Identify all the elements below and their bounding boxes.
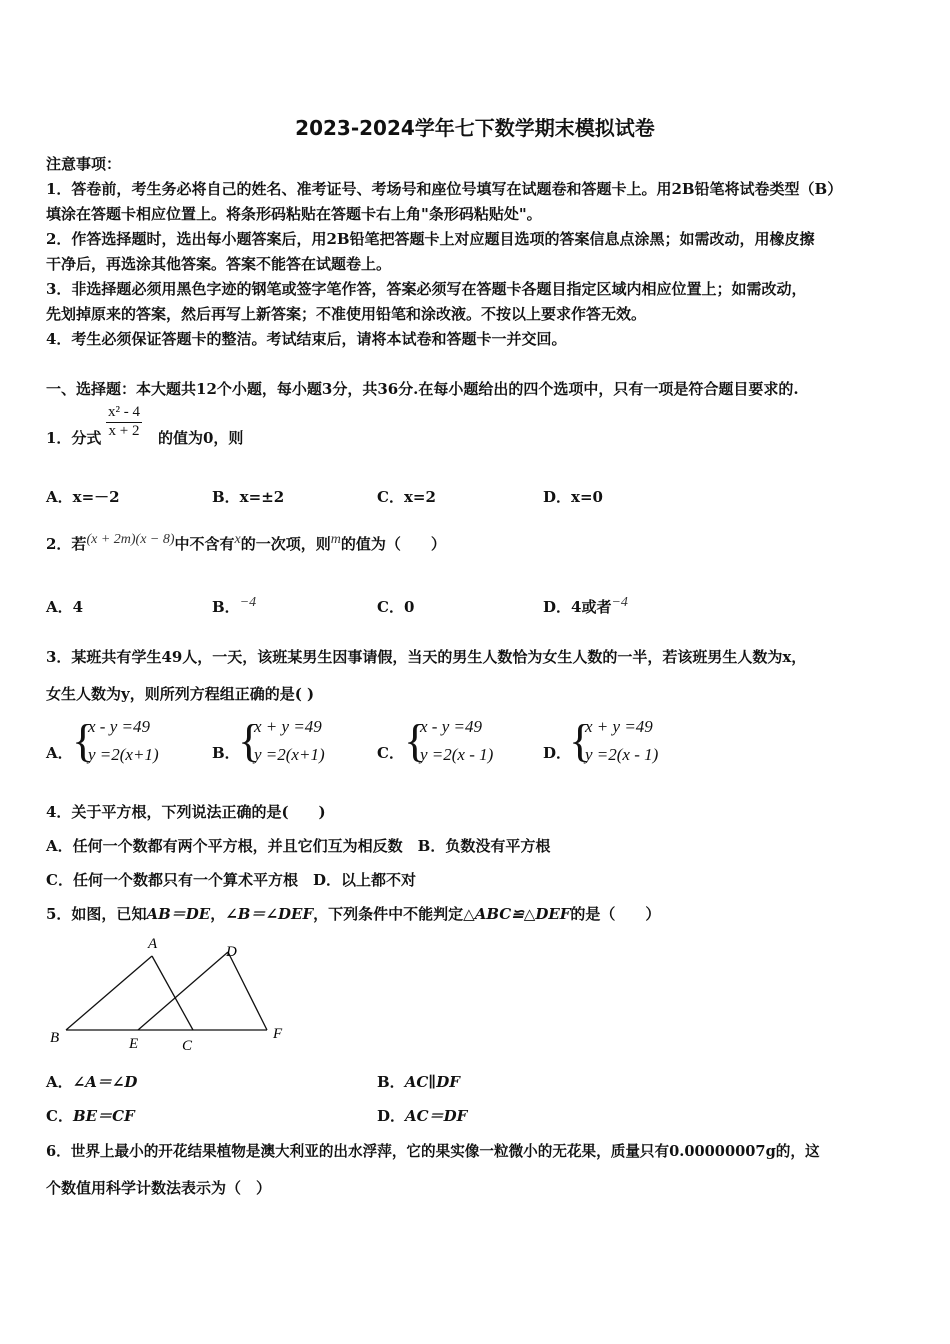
q1-prefix: 1．分式	[46, 429, 102, 447]
q2-option-b-value: −4	[239, 595, 257, 610]
q3-option-d-label: D．	[543, 744, 572, 762]
notice-heading: 注意事项：	[46, 155, 122, 173]
q3-option-a-eq1: x - y =49	[88, 717, 150, 736]
label-C: C	[182, 1038, 193, 1054]
section-heading: 一、选择题：本大题共12个小题，每小题3分，共36分.在每小题给出的四个选项中，只有一项是符合题目要求的.	[46, 380, 799, 398]
q5-option-b-text: AC∥DF	[404, 1073, 460, 1091]
q2-option-d-label: D．4或者	[543, 598, 612, 616]
q3-option-d-eq1: x + y =49	[585, 717, 653, 736]
q5-mid: ，下列条件中不能判定	[313, 905, 464, 923]
label-E: E	[129, 1036, 139, 1052]
q3-option-c-eq2: y =2(x - 1)	[420, 745, 494, 764]
q3-option-b-eq2: y =2(x+1)	[254, 745, 325, 764]
notice-line: 1．答卷前，考生务必将自己的姓名、准考证号、考场号和座位号填写在试题卷和答题卡上。用2B铅笔将试卷类型（B）	[46, 180, 843, 198]
q1-denominator: x + 2	[108, 423, 140, 439]
q5-option-d[interactable]	[377, 1105, 467, 1126]
q3-line2: 女生人数为y，则所列方程组正确的是( )	[46, 685, 315, 703]
q6-line1: 6．世界上最小的开花结果植物是澳大利亚的出水浮萍，它的果实像一粒微小的无花果，质量只有0.00000007g的，这	[46, 1143, 820, 1160]
q5-stem	[46, 903, 660, 924]
q2-option-b-label: B．	[212, 598, 240, 616]
label-A: A	[148, 936, 158, 952]
q2-suffix: 的值为（ ）	[340, 535, 446, 553]
q5-separator: ，	[210, 905, 226, 923]
segment-ED	[138, 952, 228, 1030]
q5-option-a-label: A．	[46, 1073, 73, 1091]
q1-option-a[interactable]: A．x=－2	[46, 488, 120, 506]
q6-line2: 个数值用科学计数法表示为（ ）	[46, 1179, 272, 1197]
notice-line: 3．非选择题必须用黑色字迹的钢笔或签字笔作答，答案必须写在答题卡各题目指定区域内相应位置上；如需改动，	[46, 280, 807, 298]
q4-stem: 4．关于平方根，下列说法正确的是( )	[46, 803, 326, 821]
brace-symbol: {	[72, 715, 95, 766]
q5-option-b-label: B．	[377, 1073, 405, 1091]
q5-prefix: 5．如图，已知	[46, 905, 147, 923]
q2-prefix: 2．若	[46, 535, 87, 553]
q2-option-d-value: −4	[611, 595, 628, 610]
q3-option-b-eq1: x + y =49	[254, 717, 322, 736]
q2-var-m: m	[330, 532, 341, 547]
triangle-figure	[40, 930, 300, 1055]
q3-option-c-label: C．	[377, 744, 404, 762]
q1-suffix: 的值为0，则	[158, 429, 244, 447]
q5-option-c-label: C．	[46, 1107, 73, 1125]
notice-line: 填涂在答题卡相应位置上。将条形码粘贴在答题卡右上角"条形码粘贴处"。	[46, 205, 542, 223]
q1-option-b[interactable]: B．x=±2	[212, 488, 285, 506]
q3-option-a-eq2: y =2(x+1)	[88, 745, 159, 764]
q2-option-a[interactable]: A．4	[46, 598, 84, 616]
q3-option-d-eq2: y =2(x - 1)	[585, 745, 659, 764]
notice-line: 干净后，再选涂其他答案。答案不能答在试题卷上。	[46, 255, 392, 273]
brace-symbol: {	[569, 715, 592, 766]
q1-numerator: x² - 4	[106, 404, 142, 423]
brace-symbol: {	[238, 715, 261, 766]
q5-condition-2: ∠B＝∠DEF	[225, 905, 314, 923]
q3-option-c-eq1: x - y =49	[420, 717, 482, 736]
q3-line1: 3．某班共有学生49人，一天，该班某男生因事请假，当天的男生人数恰为女生人数的一半，若该班男生人数为x，	[46, 648, 807, 666]
segment-AC	[152, 956, 193, 1030]
q2-mid1: 中不含有	[174, 535, 235, 553]
brace-symbol: {	[404, 715, 427, 766]
q5-option-b[interactable]	[377, 1071, 460, 1092]
q5-option-c-text: BE＝CF	[72, 1107, 135, 1125]
q2-mid2: 的一次项，则	[240, 535, 331, 553]
notice-line: 4．考生必须保证答题卡的整洁。考试结束后，请将本试卷和答题卡一并交回。	[46, 330, 567, 348]
q2-expression: (x + 2m)(x − 8)	[86, 532, 175, 547]
q3-option-b-label: B．	[212, 744, 240, 762]
q1-option-d[interactable]: D．x=0	[543, 488, 603, 506]
q5-option-a-text: ∠A＝∠D	[72, 1073, 138, 1091]
q5-option-c[interactable]	[46, 1105, 135, 1126]
segment-DF	[228, 952, 267, 1030]
q1-fraction	[106, 404, 142, 440]
q1-option-c[interactable]: C．x=2	[377, 488, 436, 506]
q4-options-row2[interactable]: C．任何一个数都只有一个算术平方根 D．以上都不对	[46, 871, 416, 889]
label-B: B	[50, 1030, 60, 1046]
q2-stem	[46, 533, 446, 554]
q5-triangles: △ABC≌△DEF	[463, 905, 571, 923]
notice-line: 先划掉原来的答案，然后再写上新答案；不准使用铅笔和涂改液。不按以上要求作答无效。	[46, 305, 647, 323]
q5-condition-1: AB＝DE	[146, 905, 211, 923]
q2-option-b[interactable]	[212, 596, 256, 617]
q2-option-d[interactable]	[543, 596, 628, 617]
q3-option-a-label: A．	[46, 744, 73, 762]
page-title: 2023-2024学年七下数学期末模拟试卷	[295, 116, 655, 140]
notice-line: 2．作答选择题时，选出每小题答案后，用2B铅笔把答题卡上对应题目选项的答案信息点涂黑；如需改动，用橡皮擦	[46, 230, 815, 248]
label-D: D	[226, 944, 237, 960]
q2-option-c[interactable]: C．0	[377, 598, 415, 616]
q4-options-row1[interactable]: A．任何一个数都有两个平方根，并且它们互为相反数 B．负数没有平方根	[46, 837, 551, 855]
segment-BA	[66, 956, 152, 1030]
q2-var-x: x	[234, 532, 241, 547]
q5-option-d-label: D．	[377, 1107, 406, 1125]
label-F: F	[273, 1026, 283, 1042]
q5-suffix: 的是（ ）	[570, 905, 661, 923]
q5-option-a[interactable]	[46, 1071, 137, 1092]
q5-option-d-text: AC＝DF	[405, 1107, 468, 1125]
